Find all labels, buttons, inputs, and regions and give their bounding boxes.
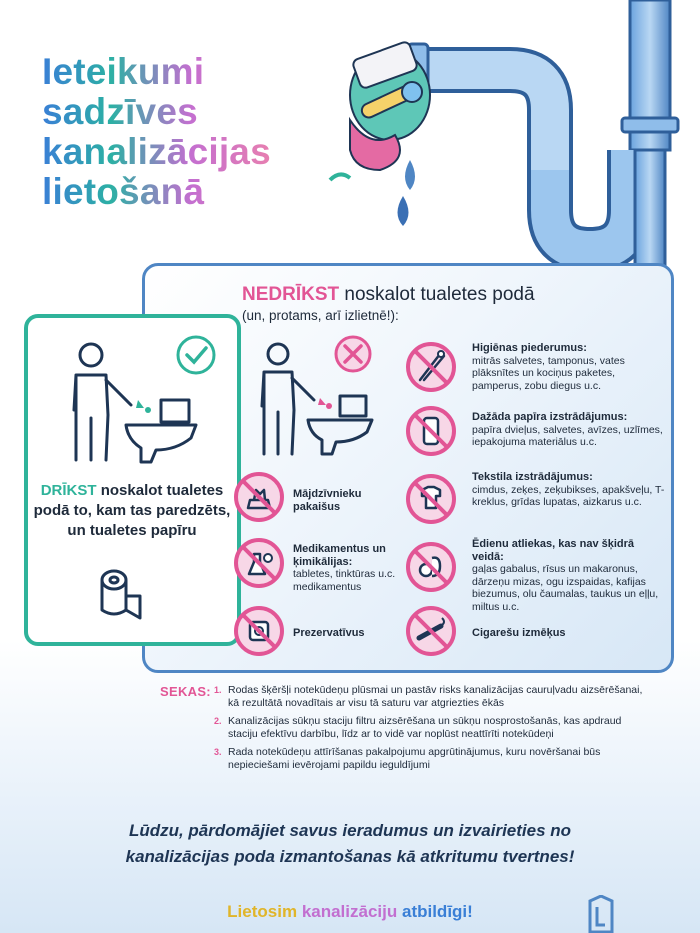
page-title [42, 52, 271, 212]
medicine-icon [232, 536, 286, 590]
appeal-text [30, 818, 670, 870]
clogged-pipe-illustration [300, 0, 700, 280]
allowed-text-rest: noskalot tualetes podā to, kam tas paredzēts, un tualetes papīru [33, 482, 231, 539]
item-hygiene: Higiēnas piederumus: mitrās salvetes, tamponus, vates plāksnītes un kociņus paketes, pamperus, zobu diegus u.c. [472, 342, 625, 392]
title-line-1: Ieteikumi [42, 52, 271, 92]
allowed-text-green: DRĪKST [40, 482, 97, 499]
consequences-label: SEKAS: [160, 684, 211, 699]
slogan-part-1: Lietosim [227, 902, 298, 921]
forbidden-heading [242, 284, 662, 323]
allowed-text [32, 481, 232, 541]
person-toilet-forbidden-icon [240, 334, 390, 459]
forbidden-subheading: (un, protams, arī izlietnē!): [242, 308, 399, 323]
item-cigarettes: Cigarešu izmēķus [472, 627, 566, 639]
item-food-waste: Ēdienu atliekas, kas nav šķidrā veidā: gaļas gabalus, rīsus un makaronus, dārzeņu mizas, ogu izspaidas, kafijas biezumus, olu čaumalas, taukus un eļļu, miltus u.c. [472, 538, 659, 613]
consequence-item-2: 2. Kanalizācijas sūkņu staciju filtru aizsērēšana un sūkņu nosprostošanās, kas apdraud staciju efektīvu darbību, līdz ar to vidē var noplūst neattīrīti notekūdeņi [214, 715, 622, 740]
condom-icon [232, 604, 286, 658]
item-pet-litter: Mājdzīvnieku pakaišus [293, 488, 362, 513]
title-line-4: lietošanā [42, 172, 271, 212]
consequence-item-1: 1. Rodas šķēršļi notekūdeņu plūsmai un pastāv risks kanalizācijas cauruļvadu aizsērēšanai, kā rezultātā novadītais ar visu tā saturu var atgriezties ēkās [214, 684, 643, 709]
person-toilet-allowed-icon [46, 330, 226, 465]
cotton-swab-icon [404, 340, 458, 394]
appeal-line-2: kanalizācijas poda izmantošanas kā atkritumu tvertnes! [125, 847, 575, 866]
appeal-line-1: Lūdzu, pārdomājiet savus ieradumus un izvairieties no [128, 821, 572, 840]
clothes-icon [404, 472, 458, 526]
toilet-paper-icon [98, 566, 146, 622]
forbidden-heading-rest: noskalot tualetes podā [339, 284, 535, 305]
food-waste-icon [404, 540, 458, 594]
item-paper: Dažāda papīra izstrādājumus: papīra dvieļus, salvetes, avīzes, uzlīmes, iepakojuma materiālus u.c. [472, 411, 663, 448]
slogan-part-2: kanalizāciju [301, 902, 398, 921]
consequence-item-3: 3. Rada notekūdeņu attīrīšanas pakalpojumu apgrūtinājumus, kuru novēršanai būs nepieciešami ievērojami papildu ieguldījumi [214, 746, 601, 771]
forbidden-heading-red: NEDRĪKST [242, 284, 340, 305]
cigarette-icon [404, 604, 458, 658]
item-medicine: Medikamentus un ķimikālijas: tabletes, tinktūras u.c. medikamentus [293, 543, 396, 593]
item-textile: Tekstila izstrādājumus: cimdus, zeķes, zeķubikses, apakšveļu, T-kreklus, grīdas lupatas, aizkarus u.c. [472, 471, 665, 508]
cat-litter-icon [232, 470, 286, 524]
paper-towel-icon [404, 404, 458, 458]
title-line-3: kanalizācijas [42, 131, 271, 172]
company-logo-icon [584, 895, 618, 933]
item-condoms: Prezervatīvus [293, 627, 365, 639]
title-line-2: sadzīves [42, 92, 271, 132]
slogan-part-3: atbildīgi! [401, 902, 473, 921]
